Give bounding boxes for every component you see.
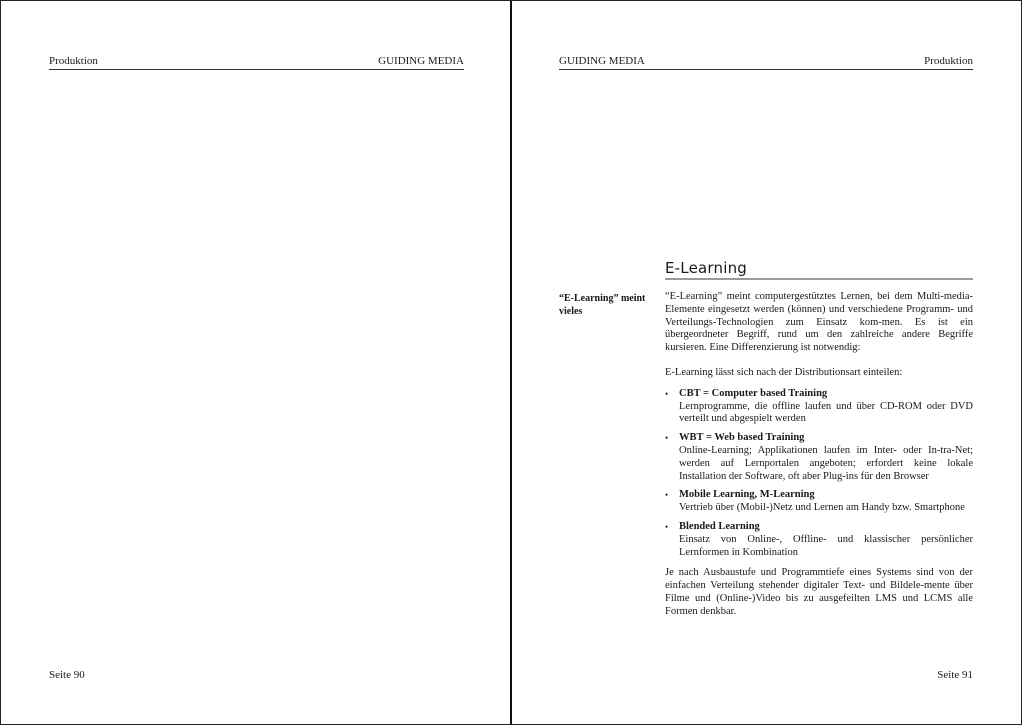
header-section-label: Produktion [924,55,973,67]
intro-paragraph: “E-Learning” meint computergestütztes Lernen, bei dem Multi-media-Elemente eingesetzt werden (können) und verschiedene Programm- und Verteilungs-Technologien zum Einsatz kom-men. Es ist ein übergeordneter Begriff, rund um den zahlreiche andere Begriffe kursieren. Eine Differenzierung ist notwendig: [665,291,973,354]
closing-paragraph: Je nach Ausbaustufe und Programmtiefe eines Systems sind von der einfachen Verteilung stehender digitaler Text- und Bildele-mente über Filme und (Online-)Video bis zu ausgefeilten LMS und LCMS alle Formen denkbar. [665,567,973,617]
list-item-term: Blended Learning [679,520,760,532]
bullet-icon: • [665,388,669,399]
list-item [665,388,973,426]
header-publication-label: GUIDING MEDIA [378,55,464,67]
running-header [559,55,973,70]
left-page [1,1,510,724]
list-item [665,489,973,515]
bullet-icon: • [665,433,669,444]
right-page [511,1,1021,724]
list-item-description: Online-Learning; Applikationen laufen im Inter- oder In-tra-Net; werden auf Lernportalen angeboten; erfordert keine lokale Installation der Software, oft aber Plug-ins für den Browser [679,444,973,482]
running-header [49,55,464,70]
lead-paragraph: E-Learning lässt sich nach der Distributionsart einteilen: [665,366,903,378]
header-section-label: Produktion [49,55,98,67]
body-text [665,291,973,619]
list-item-description: Einsatz von Online-, Offline- und klassischer persönlicher Lernformen in Kombination [679,533,973,558]
page-number: Seite 91 [937,669,973,681]
list-item-term: WBT = Web based Training [679,432,805,444]
header-publication-label: GUIDING MEDIA [559,55,645,67]
list-item-term: Mobile Learning, M-Learning [679,489,815,501]
page-number: Seite 90 [49,669,85,681]
section-title: E-Learning [665,259,973,280]
list-item-description: Lernprogramme, die offline laufen und über CD-ROM oder DVD verteilt und abgespielt werden [679,400,973,425]
bullet-list [665,388,973,560]
margin-note: “E-Learning” meint vieles [559,293,646,317]
list-item-term: CBT = Computer based Training [679,387,828,399]
bullet-icon: • [665,521,669,532]
list-item [665,432,973,483]
list-item [665,521,973,559]
list-item-description: Vertrieb über (Mobil-)Netz und Lernen am Handy bzw. Smartphone [679,502,965,514]
bullet-icon: • [665,490,669,501]
